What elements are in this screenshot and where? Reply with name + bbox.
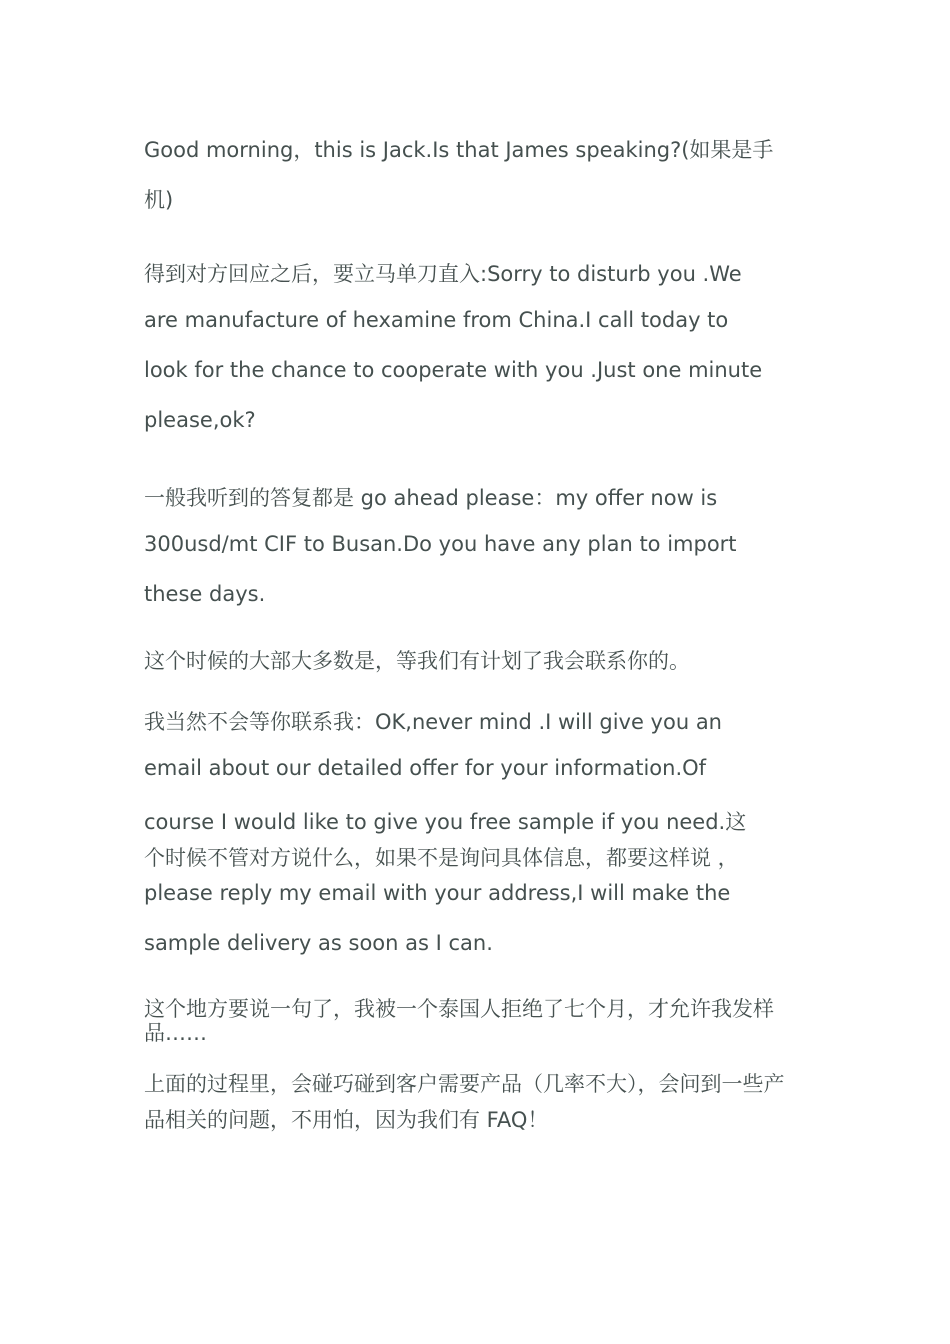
- text-line: 机): [144, 188, 174, 212]
- text-line: look for the chance to cooperate with you .Just one minute: [144, 358, 763, 382]
- text-line: 品……: [144, 1021, 207, 1045]
- text-line: 上面的过程里，会碰巧碰到客户需要产品（几率不大），会问到一些产: [144, 1072, 785, 1096]
- text-line: please reply my email with your address,I will make the: [144, 881, 731, 905]
- text-line: 个时候不管对方说什么，如果不是询问具体信息，都要这样说 ，: [144, 846, 739, 870]
- text-line: email about our detailed offer for your information.Of: [144, 756, 707, 780]
- text-line: course I would like to give you free sample if you need.这: [144, 810, 747, 834]
- text-line: 我当然不会等你联系我：OK,never mind .I will give you an: [144, 710, 722, 734]
- text-line: Good morning，this is Jack.Is that James speaking?(如果是手: [144, 138, 774, 162]
- text-line: sample delivery as soon as I can.: [144, 931, 493, 955]
- text-line: 一般我听到的答复都是 go ahead please：my offer now is: [144, 486, 718, 510]
- text-line: 这个时候的大部大多数是，等我们有计划了我会联系你的。: [144, 649, 690, 673]
- text-line: 得到对方回应之后，要立马单刀直入:Sorry to disturb you .We: [144, 262, 742, 286]
- text-line: 300usd/mt CIF to Busan.Do you have any plan to import: [144, 532, 737, 556]
- text-line: these days.: [144, 582, 266, 606]
- text-line: are manufacture of hexamine from China.I call today to: [144, 308, 729, 332]
- text-line: 这个地方要说一句了，我被一个泰国人拒绝了七个月，才允许我发样: [144, 997, 774, 1021]
- text-line: 品相关的问题，不用怕，因为我们有 FAQ！: [144, 1108, 549, 1132]
- text-line: please,ok?: [144, 408, 256, 432]
